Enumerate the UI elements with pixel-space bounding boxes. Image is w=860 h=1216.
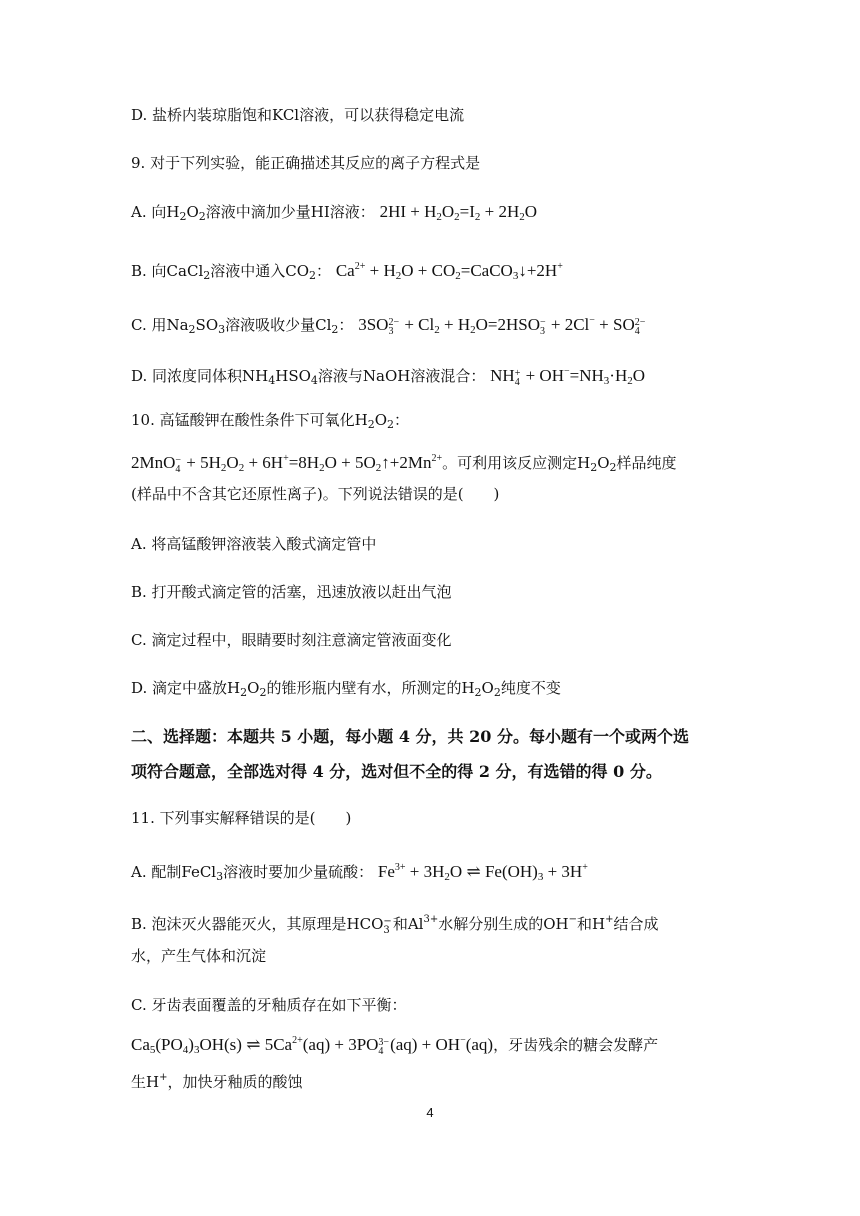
- question-10-option-a: A. 将高锰酸钾溶液装入酸式滴定管中: [131, 535, 377, 553]
- equation-10: 2MnO − 4 + $5H_2O_2 + 6H^+=8H_2O$ + $5O_2↑+2Mn^{2+}$: [131, 453, 443, 475]
- equation-9d: NH + 4 + $OH^-=NH_3\cdot H_2O$: [490, 366, 646, 388]
- question-11-option-a: A. 配制FeCl$_3$溶液时要加少量硫酸： $Fe^{3+} + 3H_2O$ ⇌ $Fe(OH)_3 + 3H^+$: [131, 862, 588, 883]
- equation-11a: $Fe^{3+} + 3H_2O$ ⇌ $Fe(OH)_3 + 3H^+$: [377, 862, 588, 883]
- question-9-option-c: C. 用$Na_2SO_3$溶液吸收少量$Cl_2$： 3SO 2− 3 + $Cl_2 + H_2O=2HSO$ − 3 + 2Cl− + SO 2− 4: [131, 315, 646, 337]
- equation-9b: $Ca^{2+} + H_2O$ + $CO_2=CaCO_3↓+2H^+$: [335, 261, 563, 282]
- question-10-option-b: B. 打开酸式滴定管的活塞，迅速放液以赶出气泡: [131, 583, 452, 601]
- question-11-stem: 11. 下列事实解释错误的是( ): [131, 809, 352, 827]
- section-2-heading-line2: 项符合题意，全部选对得 4 分，选对但不全的得 2 分，有选错的得 0 分。: [131, 762, 662, 781]
- question-11-option-c-cont: 生H+，加快牙釉质的酸蚀: [131, 1072, 303, 1091]
- question-10-option-c: C. 滴定过程中，眼睛要时刻注意滴定管液面变化: [131, 631, 452, 649]
- question-9-option-a: A. 向$H_2O_2$溶液中滴加少量HI溶液： $2HI + H_2O_2=I_2 + 2H_2O$: [131, 202, 538, 223]
- question-11-option-c-equation: $Ca_5(PO_4)_3OH(s)$ ⇌ $5Ca^{2+}(aq) + 3PO$ 3− 4 (aq) + OH−(aq)，牙齿残余的糖会发酵产: [131, 1035, 659, 1057]
- section-2-heading-line1: 二、选择题：本题共 5 小题，每小题 4 分，共 20 分。每小题有一个或两个选: [131, 727, 689, 746]
- question-11-option-b: B. 泡沫灭火器能灭火，其原理是HCO − 3 和$Al^{3+}$水解分别生成的OH−和H+结合成: [131, 914, 659, 936]
- question-10-stem-cont: (样品中不含其它还原性离子)。下列说法错误的是( ): [131, 485, 500, 503]
- question-9-stem: 9. 对于下列实验，能正确描述其反应的离子方程式是: [131, 154, 481, 172]
- question-9-option-b: B. 向CaCl$_2$溶液中通入$CO_2$： $Ca^{2+} + H_2O$ + $CO_2=CaCO_3↓+2H^+$: [131, 261, 563, 282]
- page-number: 4: [426, 1105, 434, 1120]
- question-11-option-c: C. 牙齿表面覆盖的牙釉质存在如下平衡：: [131, 996, 407, 1014]
- question-10-option-d: D. 滴定中盛放$H_2O_2$的锥形瓶内壁有水，所测定的$H_2O_2$纯度不变: [131, 679, 561, 699]
- equation-9a: $2HI + H_2O_2=I_2 + 2H_2O$: [379, 202, 538, 223]
- equation-11c: $Ca_5(PO_4)_3OH(s)$ ⇌ $5Ca^{2+}(aq) + 3PO$ 3− 4 (aq) + OH−(aq): [131, 1035, 494, 1057]
- question-10-stem: 10. 高锰酸钾在酸性条件下可氧化$H_2O_2$：: [131, 411, 410, 431]
- option-d-salt-bridge: D. 盐桥内装琼脂饱和KCl溶液，可以获得稳定电流: [131, 106, 465, 124]
- question-10-equation: 2MnO − 4 + $5H_2O_2 + 6H^+=8H_2O$ + $5O_2↑+2Mn^{2+}$。可利用该反应测定$H_2O_2$样品纯度: [131, 453, 677, 475]
- question-11-option-b-cont: 水，产生气体和沉淀: [131, 947, 267, 965]
- question-9-option-d: D. 同浓度同体积$NH_4HSO_4$溶液与NaOH溶液混合： NH + 4 + $OH^-=NH_3\cdot H_2O$: [131, 366, 646, 388]
- equation-9c: 3SO 2− 3 + $Cl_2 + H_2O=2HSO$ − 3 + 2Cl− + SO 2− 4: [358, 315, 646, 337]
